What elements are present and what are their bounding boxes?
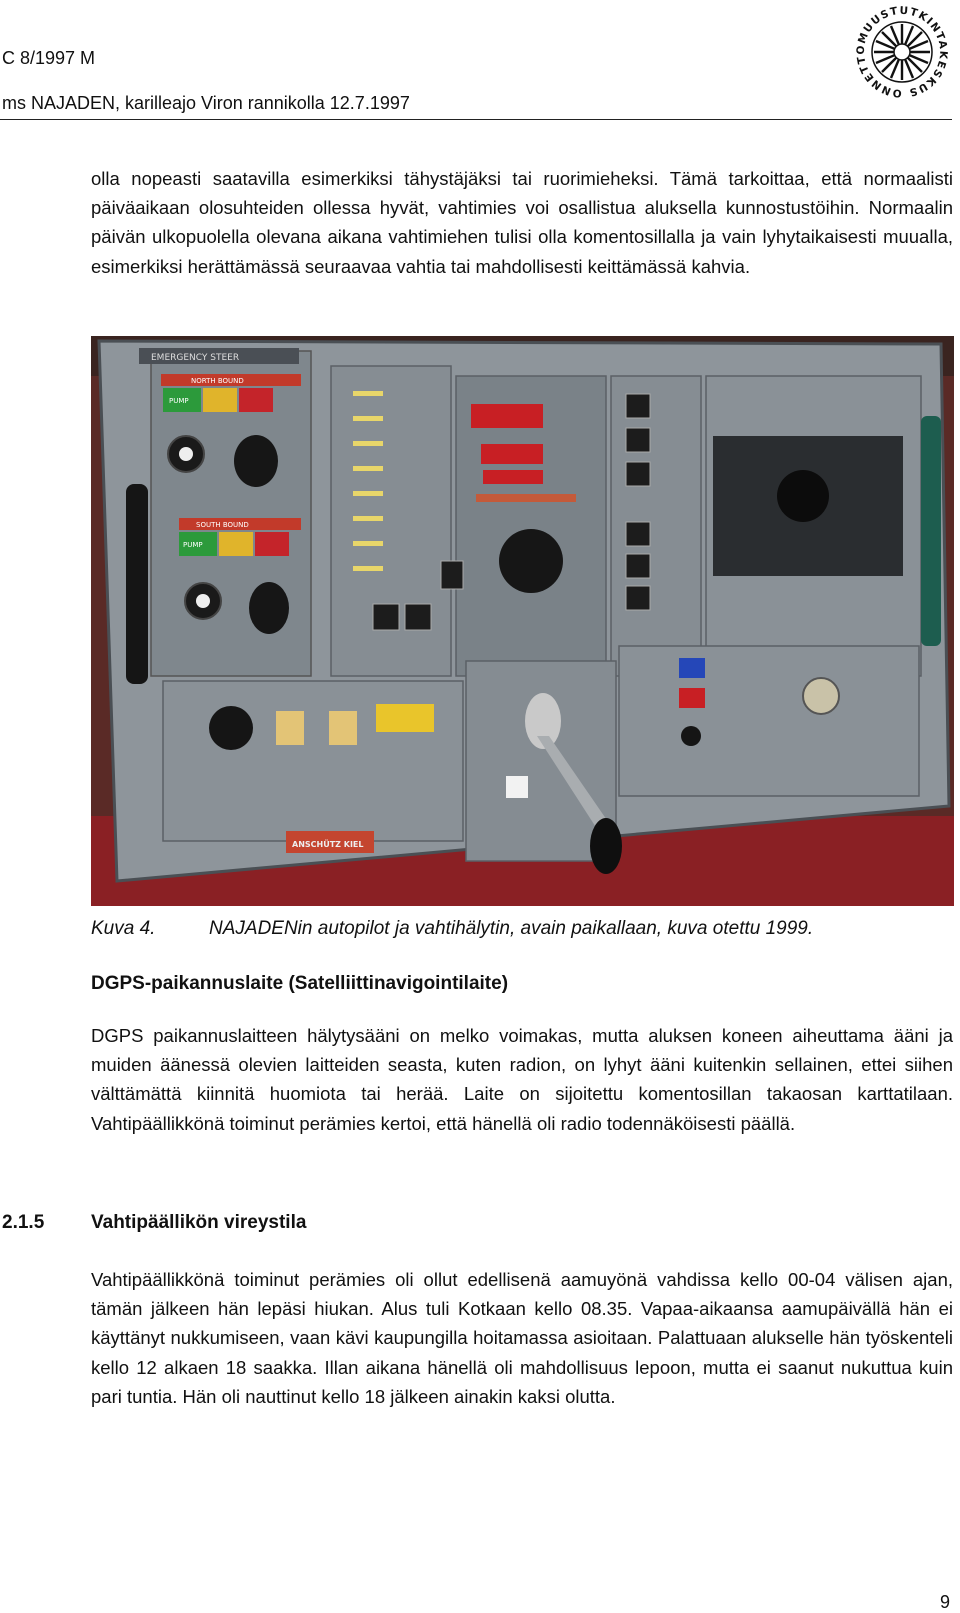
subheading-dgps: DGPS-paikannuslaite (Satelliittinavigointilaite) <box>91 973 509 994</box>
paragraph-1: olla nopeasti saatavilla esimerkiksi tähystäjäksi tai ruorimieheksi. Tämä tarkoittaa, että normaalisti päiväaikaan olosuhteiden ollessa hyvät, vahtimies voi osallistua aluksella kunnostustöihin. Normaalin päivän ulkopuolella olevana aikana vahtimiehen tulisi olla komentosillalla ja vain lyhytaikaisesti muualla, esimerkiksi herättämässä seuraavaa vahtia tai mahdollisesti keittämässä kahvia. <box>91 168 953 277</box>
pump-label-north: PUMP <box>169 397 189 405</box>
header-doc-title: ms NAJADEN, karilleajo Viron rannikolla 12.7.1997 <box>2 93 410 113</box>
page-number: 9 <box>940 1592 951 1612</box>
section-number: 2.1.5 <box>2 1212 45 1233</box>
paragraph-3: Vahtipäällikkönä toiminut perämies oli ollut edellisenä aamuyönä vahdissa kello 00-04 välisen ajan, tämän jälkeen hän lepäsi hiukan. Alus tuli Kotkaan kello 08.35. Vapaa-aikaansa aamupäivällä hän ei käyttänyt nukkumiseen, vaan kävi kaupungilla hoitamassa asioitaan. Palattuaan alukselle hän työskenteli kello 12 alkaen 18 saakka. Illan aikana hänellä oli mahdollisuus lepoon, mutta ei saanut nukuttua kuin pari tuntia. Hän oli nauttinut kello 18 jälkeen ainakin kaksi olutta. <box>91 1269 953 1407</box>
section-title: Vahtipäällikön vireystila <box>91 1212 307 1233</box>
north-bound-label: NORTH BOUND <box>191 377 244 385</box>
logo-text: ONNETTOMUUSTUTKINTAKESKUS <box>854 4 950 100</box>
figure-caption-label: Kuva 4. <box>91 918 156 939</box>
agency-logo <box>850 0 955 105</box>
header-rule <box>0 119 952 120</box>
header-doc-code: C 8/1997 M <box>2 48 96 68</box>
pump-label-south: PUMP <box>183 541 203 549</box>
panel-label-top: EMERGENCY STEER <box>151 353 240 363</box>
paragraph-2: DGPS paikannuslaitteen hälytysääni on melko voimakas, mutta aluksen koneen aiheuttama ääni ja muiden äänessä olevien laitteiden seasta, kuten radion, on lyhyt ääni kuitenkin sellainen, ettei siihen välttämättä kiinnitä huomiota tai herää. Laite on sijoitettu komentosillan takaosan karttatilaan. Vahtipäällikkönä toiminut perämies kertoi, että hänellä oli radio todennäköisesti päällä. <box>91 1025 953 1134</box>
south-bound-label: SOUTH BOUND <box>196 521 249 529</box>
autopilot-panel-photo <box>91 336 954 906</box>
figure-caption-text: NAJADENin autopilot ja vahtihälytin, avain paikallaan, kuva otettu 1999. <box>209 918 814 939</box>
anschutz-label: ANSCHÜTZ KIEL <box>292 840 364 849</box>
figure-caption <box>91 918 813 940</box>
